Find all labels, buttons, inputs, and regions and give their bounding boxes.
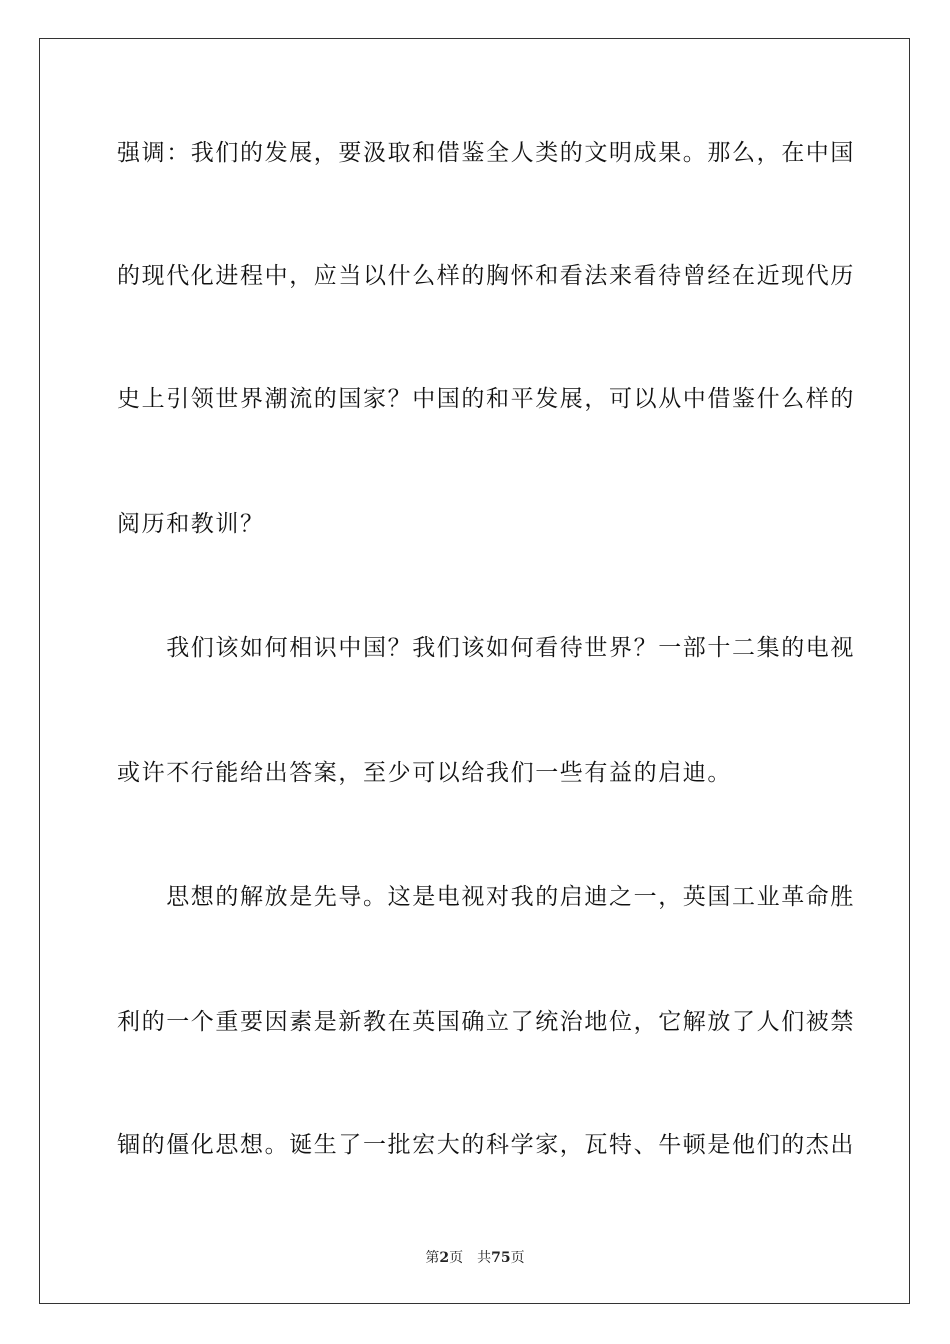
total-pages: 75 <box>491 1250 511 1266</box>
text-line: 阅历和教训？ <box>117 511 265 537</box>
page-prefix: 第 <box>425 1250 440 1266</box>
total-suffix: 页 <box>510 1250 525 1266</box>
page-border <box>39 38 910 1304</box>
total-prefix: 共 <box>477 1250 492 1266</box>
text-line: 思想的解放是先导。这是电视对我的启迪之一，英国工业革命胜 <box>117 884 855 910</box>
text-line: 强调：我们的发展，要汲取和借鉴全人类的文明成果。那么，在中国 <box>117 140 855 166</box>
page-suffix: 页 <box>449 1250 464 1266</box>
text-line: 利的一个重要因素是新教在英国确立了统治地位，它解放了人们被禁 <box>117 1009 855 1035</box>
text-line: 的现代化进程中，应当以什么样的胸怀和看法来看待曾经在近现代历 <box>117 263 855 289</box>
text-line: 史上引领世界潮流的国家？中国的和平发展，可以从中借鉴什么样的 <box>117 386 855 412</box>
text-line: 锢的僵化思想。诞生了一批宏大的科学家，瓦特、牛顿是他们的杰出 <box>117 1132 855 1158</box>
text-line: 我们该如何相识中国？我们该如何看待世界？一部十二集的电视 <box>117 635 855 661</box>
page-footer <box>0 1247 950 1267</box>
text-line: 或许不行能给出答案，至少可以给我们一些有益的启迪。 <box>117 760 732 786</box>
page-number: 2 <box>439 1250 450 1266</box>
